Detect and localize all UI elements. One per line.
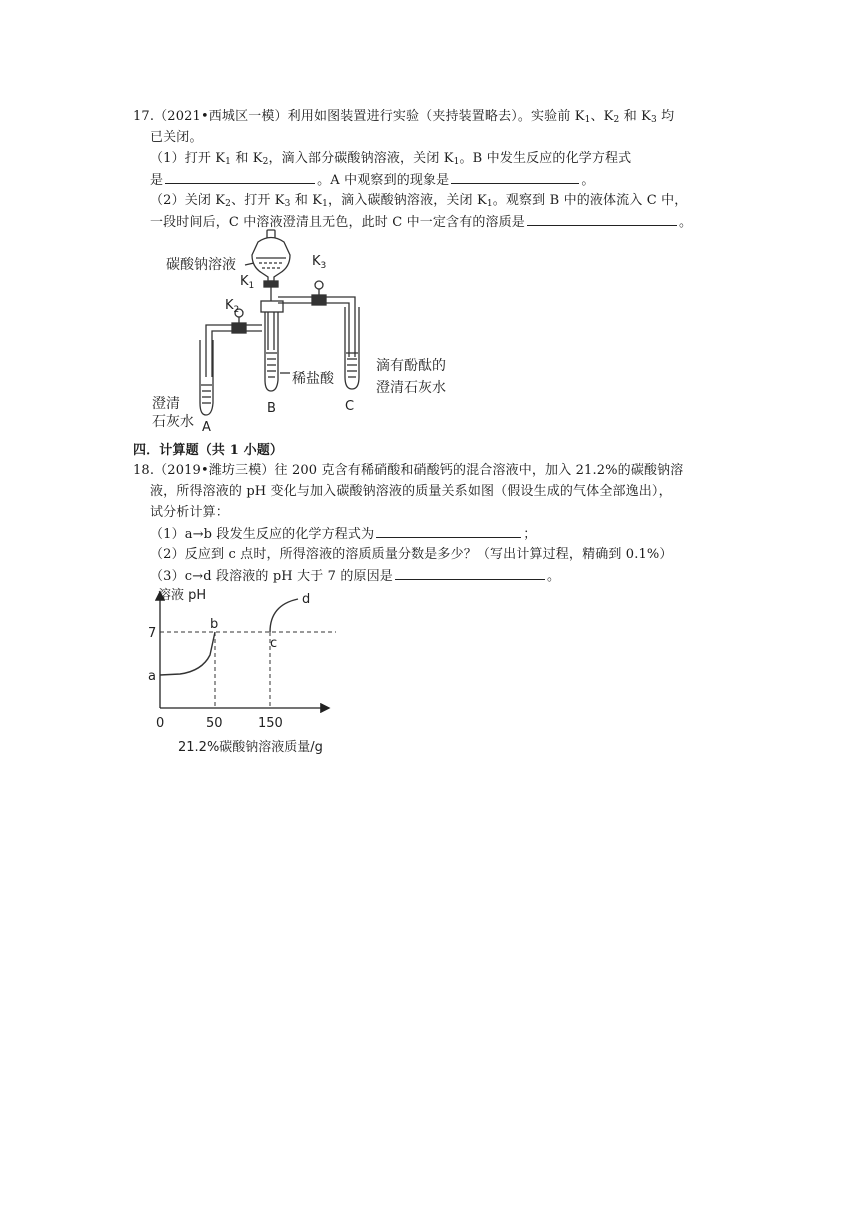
q18-part3: （3）c→d 段溶液的 pH 大于 7 的原因是 。 [150, 565, 560, 588]
left-delivery-tube [206, 309, 262, 377]
label-a-line2: 石灰水 [152, 414, 194, 430]
q18-line3: 试分析计算： [150, 505, 229, 520]
label-k2: $K_2$ [225, 298, 240, 315]
point-label-d: d [302, 592, 311, 607]
q18-line1: 18.（2019•潍坊三模）往 200 克含有稀硝酸和硝酸钙的混合溶液中，加入 21.2%的碳酸钠溶 [133, 463, 684, 478]
right-delivery-tube [278, 281, 355, 357]
q18-part2: （2）反应到 c 点时，所得溶液的溶质质量分数是多少？（写出计算过程，精确到 0.1%） [150, 547, 673, 562]
chart-xlabel: 21.2%碳酸钠溶液质量/g [178, 740, 323, 755]
separatory-funnel [252, 230, 290, 303]
curve-c-to-d [270, 599, 298, 632]
point-label-a: a [148, 669, 156, 684]
apparatus-diagram [140, 225, 480, 435]
y-tick-label: 7 [148, 626, 157, 641]
q18-part1: （1）a→b 段发生反应的化学方程式为 ； [150, 523, 536, 546]
label-sodium-carbonate: 碳酸钠溶液 [166, 257, 236, 273]
x-tick-label: 150 [258, 716, 283, 731]
section-four-title: 四．计算题（共 1 小题） [133, 443, 284, 458]
curve-a-to-b [160, 632, 215, 675]
test-tube-b [261, 301, 283, 391]
q17-part1: （1）打开 $K_1$ 和 $K_2$，滴入部分碳酸钠溶液，关闭 $K_1$。B 中发生反应的化学方程式 [150, 151, 632, 167]
point-label-b: b [210, 617, 219, 632]
q17-blank-phenomenon[interactable] [451, 169, 579, 184]
label-c: C [345, 399, 355, 414]
q18-blank-equation[interactable] [376, 523, 521, 538]
label-dilute-hcl: 稀盐酸 [292, 371, 334, 387]
point-label-c: c [270, 636, 278, 651]
label-k1: $K_1$ [240, 274, 255, 291]
label-b: B [267, 401, 276, 416]
q17-part2-line2: 一段时间后，C 中溶液澄清且无色，此时 C 中一定含有的溶质是 。 [150, 211, 692, 234]
q18-blank-reason[interactable] [395, 565, 545, 580]
label-c-line1: 滴有酚酞的 [376, 358, 446, 374]
q17-line1: 17.（2021•西城区一模）利用如图装置进行实验（夹持装置略去）。实验前 $K_1$、$K_2$ 和 $K_3$ 均 [133, 109, 675, 125]
x-tick-label: 0 [156, 716, 165, 731]
label-c-line2: 澄清石灰水 [376, 380, 446, 396]
q17-part2: （2）关闭 $K_2$、打开 $K_3$ 和 $K_1$，滴入碳酸钠溶液，关闭 $K_1$。观察到 B 中的液体流入 C 中， [150, 193, 688, 209]
q17-part1-line2: 是 。A 中观察到的现象是 。 [150, 169, 594, 192]
q17-blank-equation[interactable] [165, 169, 315, 184]
chart-ylabel: 溶液 pH [158, 588, 207, 603]
label-a: A [202, 420, 211, 435]
x-tick-label: 50 [206, 716, 223, 731]
q17-line2: 已关闭。 [150, 130, 203, 145]
ph-chart [140, 585, 340, 760]
label-k3: $K_3$ [312, 254, 327, 271]
label-a-line1: 澄清 [152, 396, 180, 412]
q18-line2: 液，所得溶液的 pH 变化与加入碳酸钠溶液的质量关系如图（假设生成的气体全部逸出）， [150, 484, 672, 499]
q17-blank-solute[interactable] [527, 211, 677, 226]
test-tube-c [345, 307, 359, 389]
